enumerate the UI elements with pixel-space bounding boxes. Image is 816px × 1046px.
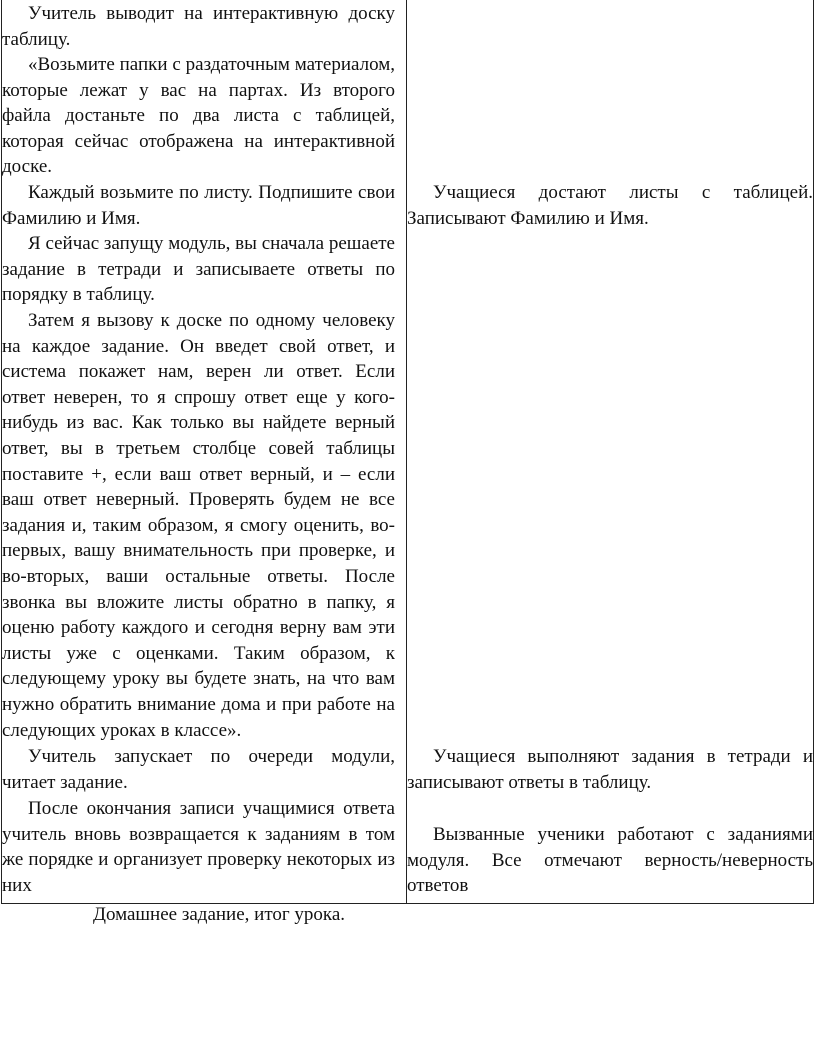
teacher-paragraph: Я сейчас запущу модуль, вы сначала решаете задание в тетради и записываете ответы по порядку в таблицу. bbox=[2, 233, 395, 306]
teacher-paragraph: Каждый возьмите по листу. Подпишите свои Фамилию и Имя. bbox=[2, 182, 395, 229]
lesson-table bbox=[1, 0, 814, 904]
homework-summary: Домашнее задание, итог урока. bbox=[93, 904, 346, 925]
teacher-paragraph: После окончания записи учащимися ответа учитель вновь возвращается к заданиям в том же порядке и организует проверку некоторых из них bbox=[2, 798, 395, 896]
student-paragraph: Вызванные ученики работают с заданиями модуля. Все отмечают верность/неверность ответов bbox=[407, 824, 813, 897]
student-paragraph: Учащиеся достают листы с таблицей. Записывают Фамилию и Имя. bbox=[407, 182, 813, 229]
student-activity-column bbox=[407, 0, 813, 903]
teacher-paragraph: «Возьмите папки с раздаточным материалом, которые лежат у вас на партах. Из второго файла достаньте по два листа с таблицей, которая сейчас отображена на интерактивной доске. bbox=[2, 54, 395, 178]
teacher-paragraph: Затем я вызову к доске по одному человеку на каждое задание. Он введет свой ответ, и система покажет нам, верен ли ответ. Если ответ неверен, то я спрошу ответ еще у кого-нибудь из вас. Как только вы найдете верный ответ, вы в третьем столбце совей таблицы поставите +, если ваш ответ верный, и – если ваш ответ неверный. Проверять будем не все задания и, таким образом, я смогу оценить, во-первых, вашу внимательность при проверке, и во-вторых, ваши остальные ответы. После звонка вы вложите листы обратно в папку, я оценю работу каждого и сегодня верну вам эти листы уже с оценками. Таким образом, к следующему уроку вы будете знать, на что вам нужно обратить внимание дома и при работе на следующих уроках в классе». bbox=[2, 310, 395, 741]
teacher-paragraph: Учитель выводит на интерактивную доску таблицу. bbox=[2, 3, 395, 50]
teacher-activity-column bbox=[2, 0, 407, 903]
teacher-paragraph: Учитель запускает по очереди модули, читает задание. bbox=[2, 746, 395, 793]
student-paragraph: Учащиеся выполняют задания в тетради и записывают ответы в таблицу. bbox=[407, 746, 813, 793]
